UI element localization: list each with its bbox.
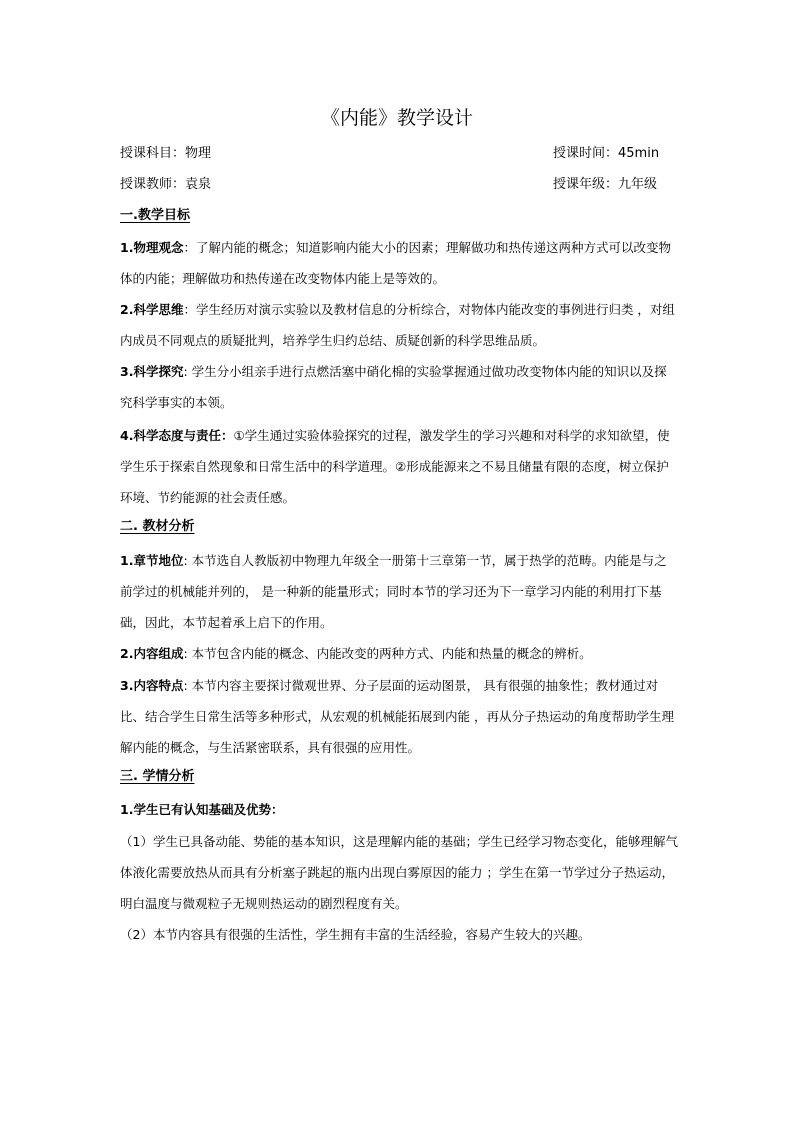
item-label: 1.章节地位 bbox=[120, 553, 184, 568]
meta-teacher: 授课教师：袁泉 bbox=[120, 177, 212, 192]
document-title: 《内能》教学设计 bbox=[320, 107, 473, 129]
item-text: : 本节内容主要探讨微观世界、分子层面的运动图景， 具有很强的抽象性；教材通过对比、结合学生日常生活等多种形式，从宏观的机械能拓展到内能 ，再从分子热运动的角度帮助学生理解内能的概念，与生活紧密联系，具有很强的应用性。 bbox=[120, 678, 674, 755]
student-item bbox=[120, 794, 678, 825]
item-label: 2.科学思维 bbox=[120, 302, 184, 317]
analysis-item bbox=[120, 638, 678, 669]
section-heading-student-analysis: 三. 学情分析 bbox=[120, 769, 195, 784]
student-item bbox=[120, 919, 678, 950]
item-label: 3.科学探究 bbox=[120, 364, 184, 379]
objective-item bbox=[120, 420, 678, 513]
item-text: : 学生分小组亲手进行点燃活塞中硝化棉的实验掌握通过做功改变物体内能的知识以及探究科学事实的本领。 bbox=[120, 364, 667, 410]
item-text: ①学生通过实验体验探究的过程，激发学生的学习兴趣和对科学的求知欲望，使学生乐于探索自然现象和日常生活中的科学道理。②形成能源来之不易且储量有限的态度，树立保护环境、节约能源的社会责任感。 bbox=[120, 428, 670, 505]
meta-time: 授课时间：45min bbox=[553, 146, 660, 161]
objective-item bbox=[120, 232, 678, 294]
objective-item bbox=[120, 356, 678, 418]
item-label: 4.科学态度与责任： bbox=[120, 428, 234, 443]
section-heading-objectives: 一.教学目标 bbox=[120, 208, 190, 223]
meta-subject: 授课科目：物理 bbox=[120, 146, 212, 161]
section-heading-textbook-analysis: 二. 教材分析 bbox=[120, 519, 195, 534]
student-item bbox=[120, 826, 678, 919]
item-label: 1.物理观念 bbox=[120, 240, 184, 255]
item-label: 2.内容组成 bbox=[120, 646, 184, 661]
item-text: ：学生经历对演示实验以及教材信息的分析综合，对物体内能改变的事例进行归类 ，对组内成员不同观点的质疑批判，培养学生归约总结、质疑创新的科学思维品质。 bbox=[120, 302, 675, 348]
analysis-item bbox=[120, 670, 678, 763]
item-text: （1）学生已具备动能、势能的基本知识，这是理解内能的基础；学生已经学习物态变化，能够理解气体液化需要放热从而具有分析塞子跳起的瓶内出现白雾原因的能力 ；学生在第一节学过分子热运动，明白温度与微观粒子无规则热运动的剧烈程度有关。 bbox=[120, 834, 678, 911]
item-label: 1.学生已有认知基础及优势： bbox=[120, 802, 284, 817]
item-text: : 本节包含内能的概念、内能改变的两种方式、内能和热量的概念的辨析。 bbox=[183, 646, 592, 661]
item-text: （2）本节内容具有很强的生活性，学生拥有丰富的生活经验，容易产生较大的兴趣。 bbox=[120, 927, 591, 942]
meta-grade: 授课年级：九年级 bbox=[553, 177, 658, 192]
item-label: 3.内容特点 bbox=[120, 678, 184, 693]
item-text: ：了解内能的概念；知道影响内能大小的因素；理解做功和热传递这两种方式可以改变物体的内能；理解做功和热传递在改变物体内能上是等效的。 bbox=[120, 240, 671, 286]
objective-item bbox=[120, 294, 678, 356]
item-text: : 本节选自人教版初中物理九年级全一册第十三章第一节，属于热学的范畴。内能是与之前学过的机械能并列的， 是一种新的能量形式；同时本节的学习还为下一章学习内能的利用打下基础，因此，本节起着承上启下的作用。 bbox=[120, 553, 667, 630]
analysis-item bbox=[120, 545, 678, 638]
